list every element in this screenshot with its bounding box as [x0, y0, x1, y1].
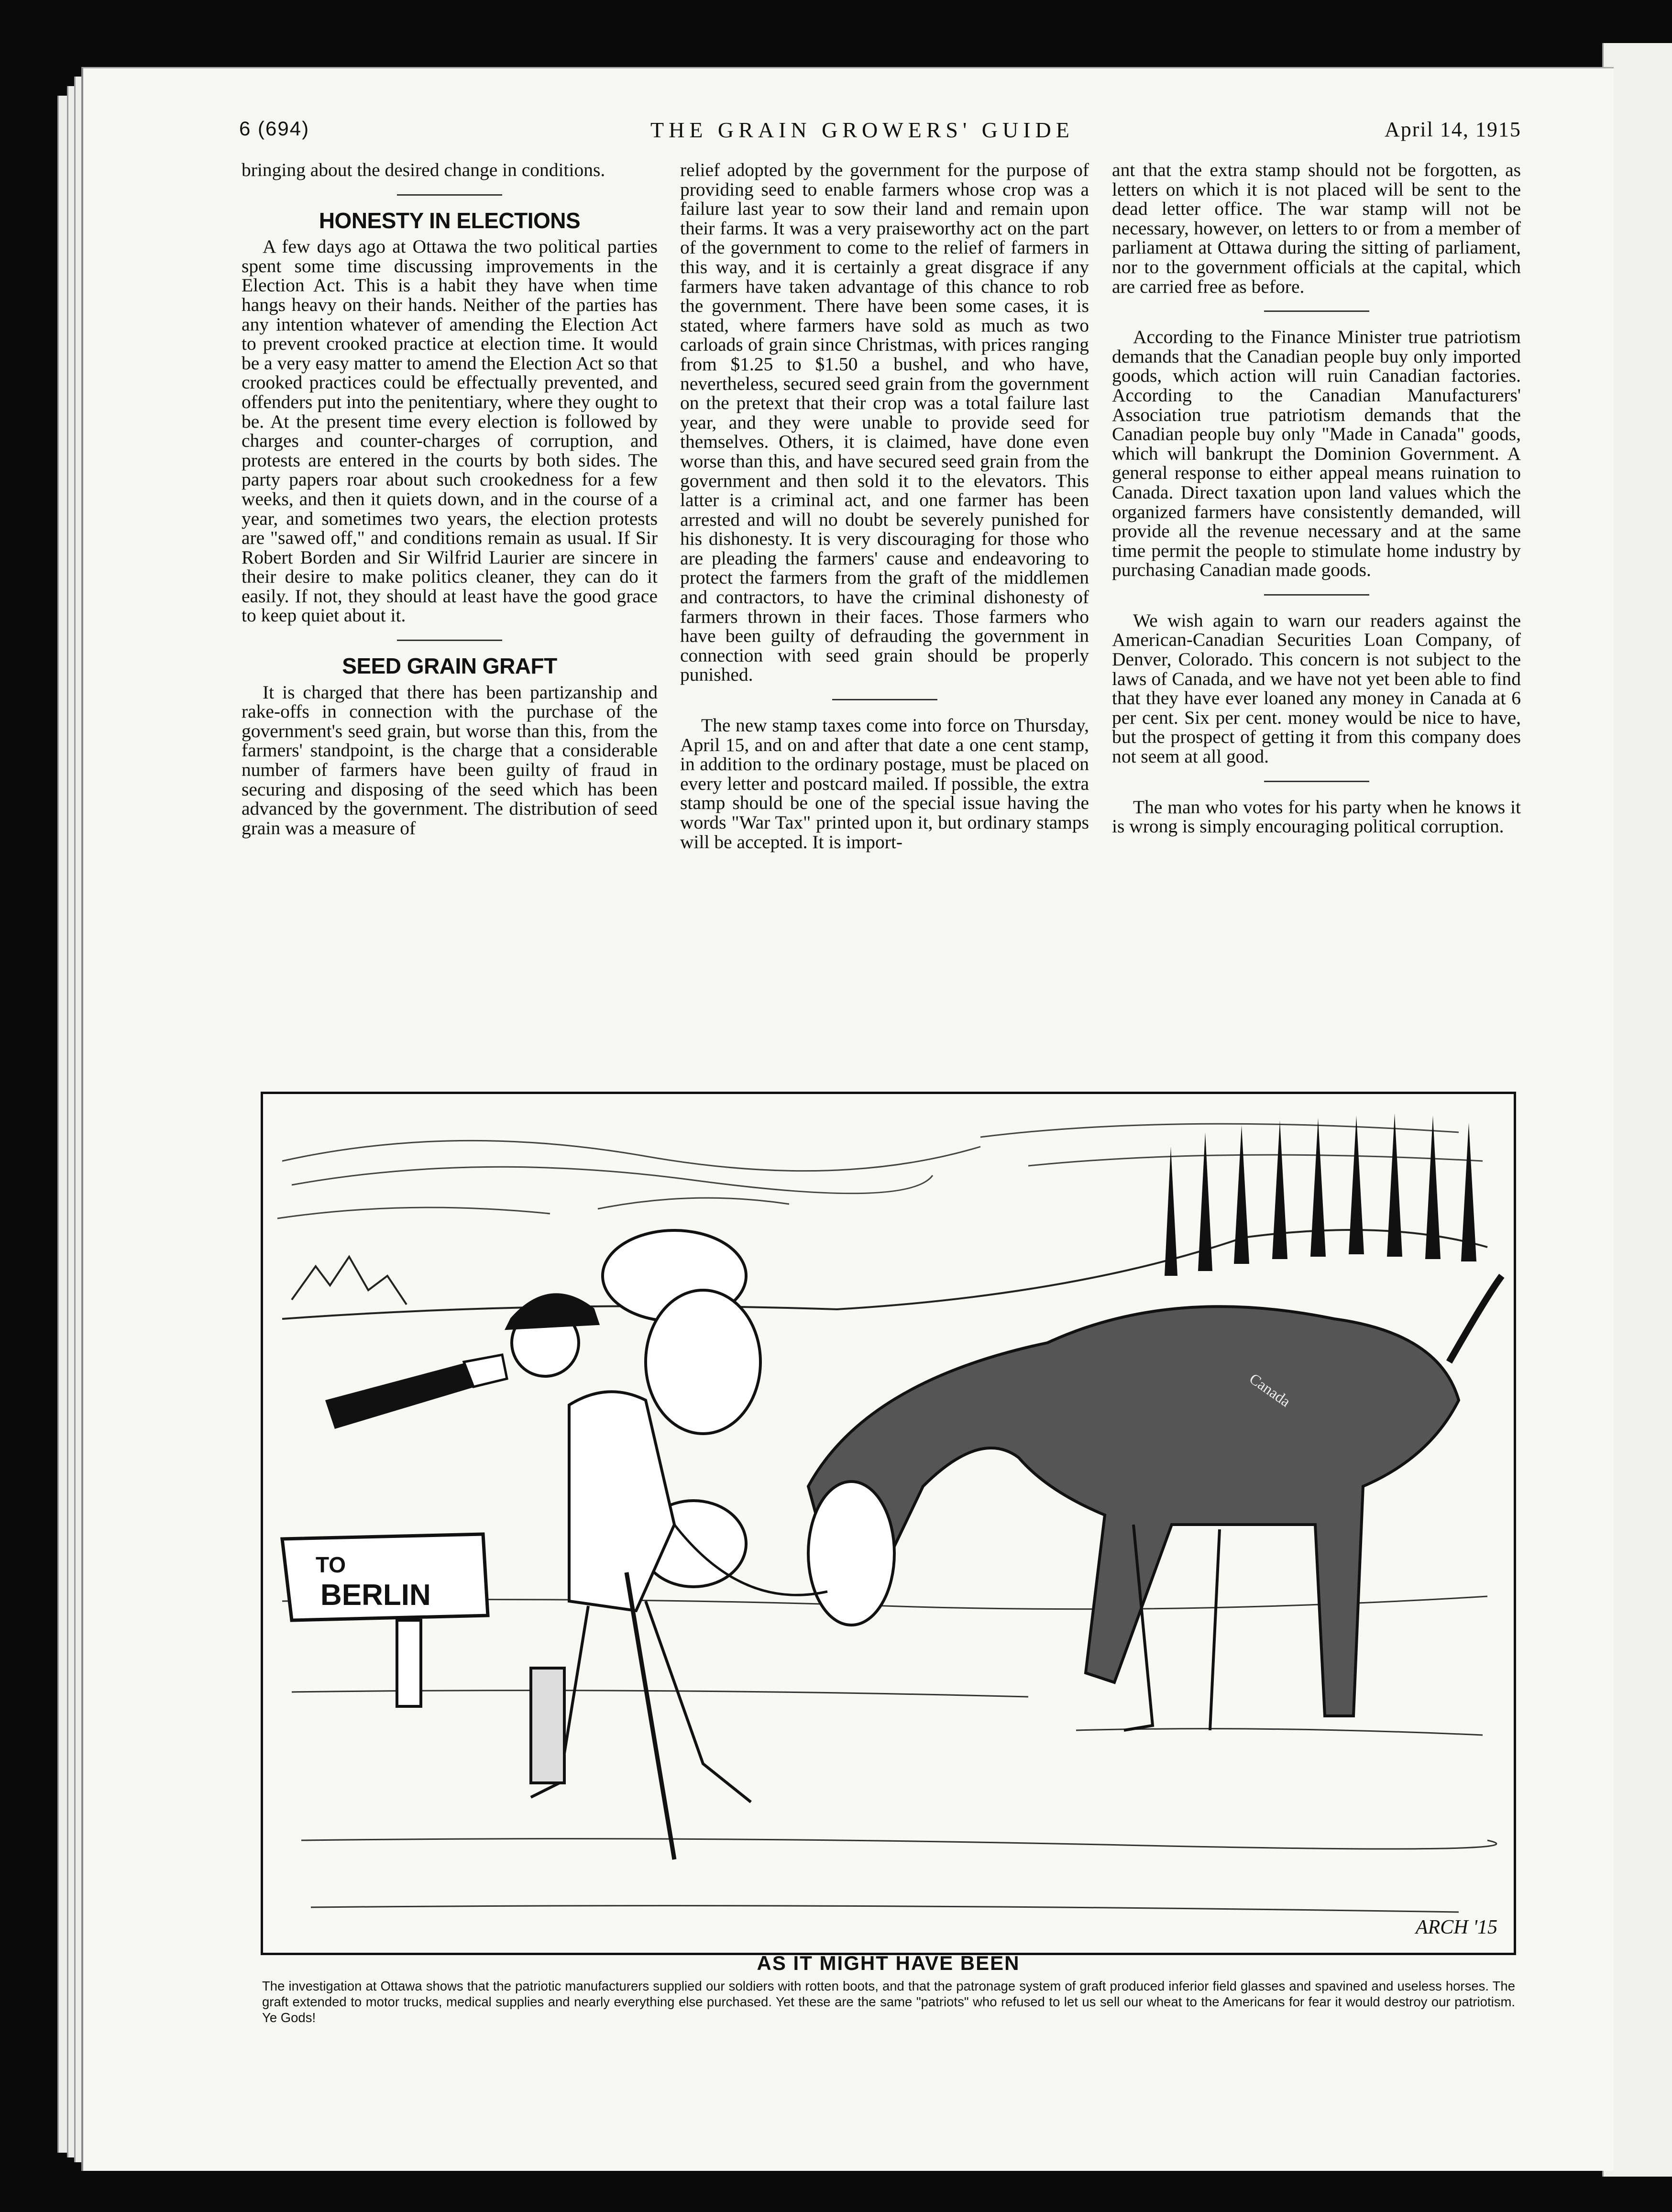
cartoon-title: AS IT MIGHT HAVE BEEN [757, 1952, 1020, 1974]
lead-fragment: bringing about the desired change in conditions. [242, 159, 605, 180]
heading-seed-grain-graft: SEED GRAIN GRAFT [342, 653, 557, 679]
distant-ruins [292, 1257, 407, 1305]
soldier-figure [507, 1230, 760, 1859]
divider [832, 699, 937, 700]
article-stamp-taxes-continued: ant that the extra stamp should not be forgotten, as letters on which it is not placed will be sent to the dead letter office. The war stamp will not be necessary, however, on letters to or from a member of parliament at Ottawa during the sitting of parliament, nor to the government officials at the capital, which are carried free as before. [1112, 159, 1521, 297]
article-stamp-taxes: The new stamp taxes come into force on Thursday, April 15, and on and after that date a one cent stamp, in addition to the ordinary postage, must be placed on every letter and postcard mailed. If possible, the extra stamp should be one of the special issue having the words "War Tax" printed upon it, but ordinary stamps will be accepted. It is import- [680, 715, 1089, 852]
cartoon-caption: The investigation at Ottawa shows that the patriotic manufacturers supplied our soldiers with rotten boots, and that the patronage system of graft produced inferior field glasses and spavined and useless horses. The graft extended to motor trucks, medical supplies and nearly everything else purchased. Yet these are the same "patriots" who refused to let us sell our wheat to the Americans for fear it would destroy our patriotism. Ye Gods! [262, 1979, 1515, 2025]
column-2 [680, 160, 1089, 852]
article-honesty-in-elections: A few days ago at Ottawa the two political parties spent some time discussing improvements in the Election Act. This is a habit they have when time hangs heavy on their hands. Neither of the parties has any intention whatever of amending the Election Act to prevent crooked practice at election time. It would be a very easy matter to amend the Election Act so that crooked practices could be effectually prevented, and offenders put into the penitentiary, where they ought to be. At the present time every election is followed by charges and counter-charges of corruption, and protests are entered in the courts by both sides. The party papers roar about such crookedness for a few weeks, and then it quiets down, and in the course of a year, and sometimes two years, the election protests are "sawed off," and conditions remain as usual. If Sir Robert Borden and Sir Wilfrid Laurier are sincere in their desire to make politics cleaner, they can do it easily. If not, they should at least have the good grace to keep quiet about it. [242, 236, 658, 626]
heading-honesty-in-elections: HONESTY IN ELECTIONS [319, 208, 581, 233]
masthead-title: THE GRAIN GROWERS' GUIDE [650, 118, 1074, 142]
horse-brand-text: Canada [1246, 1370, 1294, 1410]
page-number: 6 (694) [239, 117, 310, 140]
editorial-cartoon [261, 1092, 1516, 1955]
article-seed-grain-graft: It is charged that there has been partizanship and rake-offs in connection with the purchase of the government's seed grain, but worse than this, from the farmers' standpoint, is the charge that a considerable number of farmers have been guilty of fraud in securing and disposing of the seed which has been advanced by the government. The distribution of seed grain was a measure of [242, 681, 658, 839]
cartoon-drawing [263, 1094, 1514, 1953]
artist-signature: ARCH '15 [1416, 1916, 1498, 1938]
signpost [282, 1534, 488, 1706]
article-loan-company-warning: We wish again to warn our readers against the American-Canadian Securities Loan Company, of Denver, Colorado. This concern is not subject to the laws of Canada, and we have not yet been able to find that they have ever loaned any money in Canada at 6 per cent. Six per cent. money would be nice to have, but the prospect of getting it from this company does not seem at all good. [1112, 609, 1521, 767]
column-1 [242, 160, 658, 838]
divider [1264, 310, 1369, 312]
sky-clouds [277, 1124, 1483, 1218]
horizon-hill [282, 1230, 1487, 1319]
field-glass [325, 1355, 507, 1429]
issue-date: April 14, 1915 [1385, 118, 1521, 141]
column-3 [1112, 160, 1521, 836]
sign-text-berlin: BERLIN [320, 1579, 431, 1612]
sign-text-to: TO [316, 1552, 346, 1577]
article-patriotism: According to the Finance Minister true patriotism demands that the Canadian people buy only imported goods, which action will ruin Canadian factories. According to the Canadian Manufacturers' Association true patriotism demands that the Canadian people buy only "Made in Canada" goods, which will bankrupt the Dominion Government. A general response to either appeal means ruination to Canada. Direct taxation upon land values which the organized farmers have consistently demanded, will provide all the revenue necessary and at the same time permit the people to stimulate home industry by purchasing Canadian made goods. [1112, 326, 1521, 581]
article-party-voting: The man who votes for his party when he knows it is wrong is simply encouraging political corruption. [1112, 796, 1521, 837]
ground-hatching [282, 1596, 1496, 1912]
divider [1264, 594, 1369, 596]
poplar-trees [1165, 1113, 1476, 1276]
divider [397, 640, 502, 641]
article-seed-grain-graft-continued: relief adopted by the government for the purpose of providing seed to enable farmers whose crop was a failure last year to sow their land and remain upon their farms. It was a very praiseworthy act on the part of the government to come to the relief of farmers in this way, and it is certainly a great disgrace if any farmers have taken advantage of this chance to rob the government. There have been some cases, it is stated, where farmers have sold as much as two carloads of grain since Christmas, with prices ranging from $1.25 to $1.50 a bushel, and who have, nevertheless, secured seed grain from the government on the pretext that their crop was a total failure last year, and they were unable to provide seed for themselves. Others, it is claimed, have done even worse than this, and have secured seed grain from the government and then sold it to the elevators. This latter is a criminal act, and one farmer has been arrested and will no doubt be severely punished for his dishonesty. It is very discouraging for those who are pleading the farmers' cause and endeavoring to protect the farmers from the graft of the middlemen and contractors, to have the criminal dishonesty of farmers thrown in their faces. Those farmers who have been guilty of defrauding the government in connection with seed grain should be properly punished. [680, 159, 1089, 686]
divider [397, 194, 502, 196]
spavined-horse [808, 1276, 1502, 1730]
divider [1264, 781, 1369, 782]
